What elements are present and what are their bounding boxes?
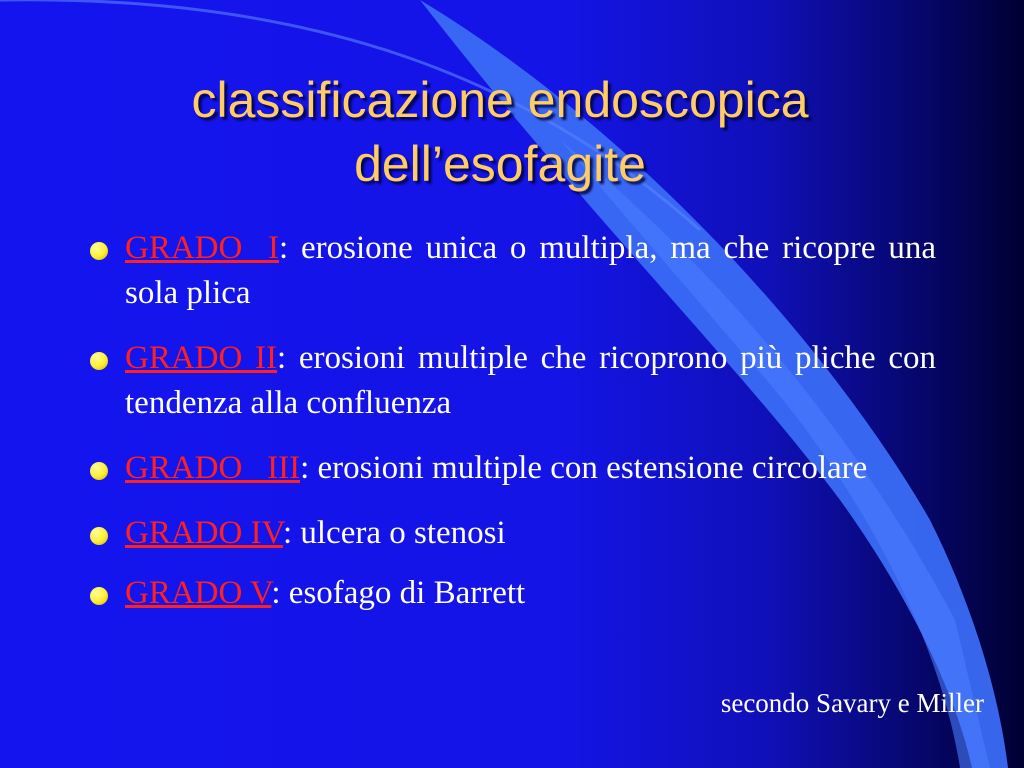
grade-separator: : (282, 515, 293, 551)
grade-description: erosioni multiple che ricoprono più pliche con tendenza alla confluenza (125, 340, 936, 421)
list-item-text (125, 571, 936, 616)
grade-description: erosioni multiple con estensione circolare (309, 450, 868, 486)
grade-separator: : (279, 230, 289, 266)
bullet-icon (90, 352, 108, 370)
grade-separator: : (271, 575, 281, 611)
title-line-1: classificazione endoscopica (191, 72, 809, 128)
list-item-text (125, 226, 936, 316)
bullet-icon (90, 462, 108, 480)
bullet-icon (90, 587, 108, 605)
list-item (88, 446, 936, 491)
source-credit: secondo Savary e Miller (720, 688, 984, 718)
grade-label: GRADO II (125, 340, 278, 376)
grade-description: ulcera o stenosi (292, 515, 506, 551)
list-item (88, 226, 936, 316)
list-item (88, 336, 936, 426)
grade-label: GRADO IV (125, 515, 283, 551)
grade-label: GRADO I (125, 230, 279, 266)
slide-title (60, 68, 940, 196)
grade-label: GRADO V (125, 575, 272, 611)
grade-label: GRADO III (125, 450, 301, 486)
list-item (88, 511, 936, 556)
bullet-icon (90, 242, 108, 260)
list-item (88, 571, 936, 616)
grade-list (88, 226, 936, 631)
list-item-text (125, 336, 936, 426)
bullet-icon (90, 527, 108, 545)
grade-separator: : (277, 340, 287, 376)
list-item-text (125, 511, 936, 556)
grade-description: erosione unica o multipla, ma che ricopre una sola plica (125, 230, 937, 311)
list-item-text (125, 446, 936, 491)
grade-description: esofago di Barrett (280, 575, 526, 611)
grade-separator: : (300, 450, 310, 486)
title-line-2: dell’esofagite (354, 136, 646, 192)
